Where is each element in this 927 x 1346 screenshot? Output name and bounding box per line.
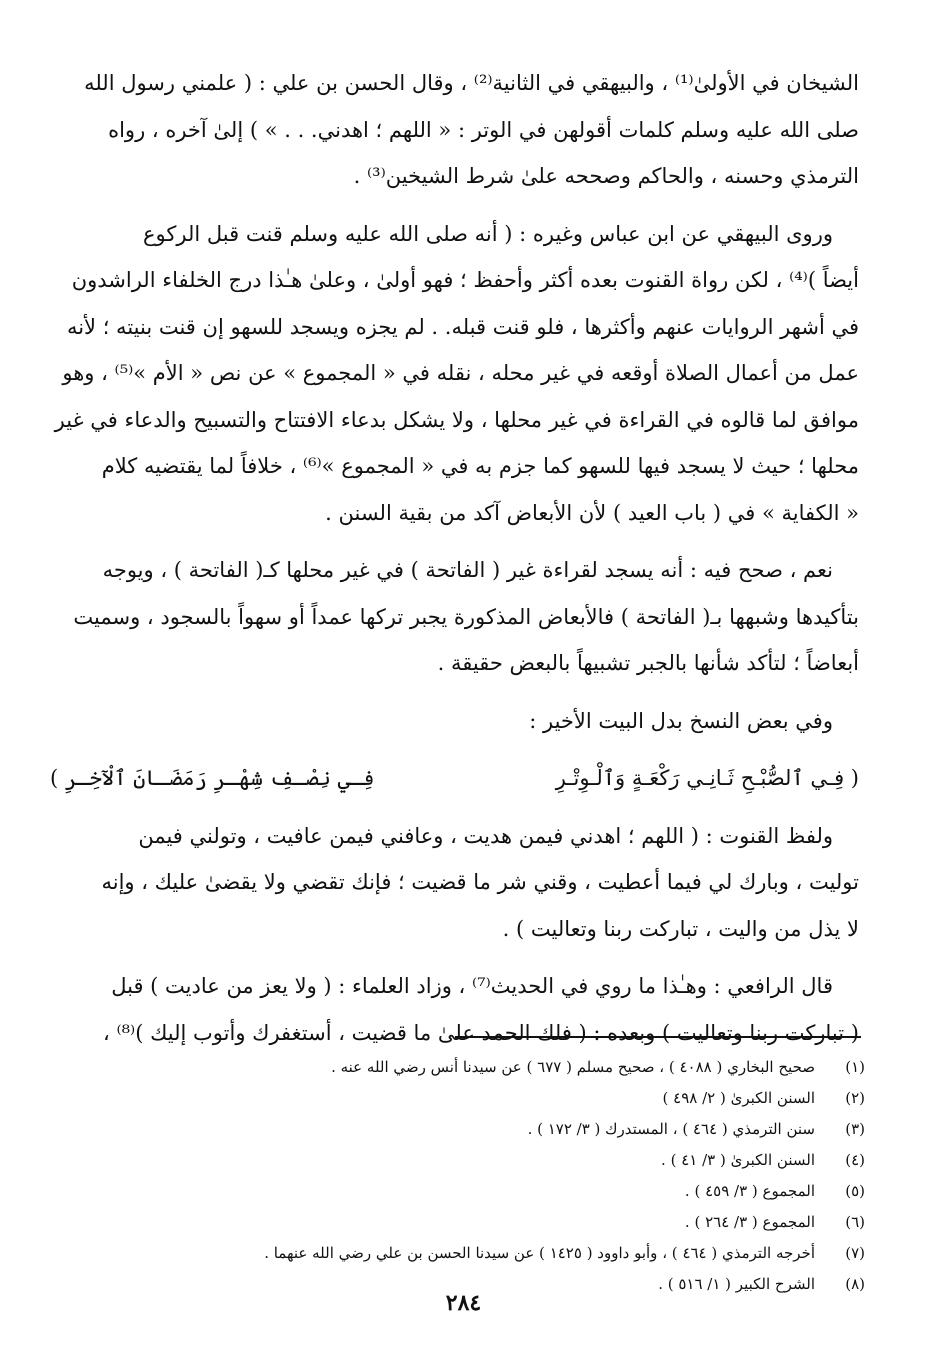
footnote-item: [120, 1238, 865, 1269]
text-line: الشيخان في الأولىٰ⁽¹⁾ ، والبيهقي في الثانية⁽²⁾ ، وقال الحسن بن علي : ( علمني رسول الله: [84, 71, 859, 95]
text-line: لا يذل من واليت ، تباركت ربنا وتعاليت ) .: [502, 916, 859, 941]
text-line: ولفظ القنوت : ( اللهم ؛ اهدني فيمن هديت ، وعافني فيمن عافيت ، وتولني فيمن: [138, 823, 833, 848]
footnote-number: (٤): [845, 1151, 865, 1169]
text-line: وفي بعض النسخ بدل البيت الأخير :: [529, 708, 833, 733]
footnote-text: المجموع ( ٣/ ٤٥٩ ) .: [684, 1182, 815, 1200]
footnote-item: [120, 1052, 865, 1083]
footnote-item: [120, 1083, 865, 1114]
text-line: أبعاضاً ؛ لتأكد شأنها بالجبر تشبيهاً بالبعض حقيقة .: [437, 651, 859, 675]
page-number: ٢٨٤: [445, 1290, 482, 1316]
text-line: الترمذي وحسنه ، والحاكم وصححه علىٰ شرط الشيخين⁽³⁾ .: [353, 164, 859, 188]
footnote-item: [120, 1207, 865, 1238]
paragraph-4: [38, 698, 859, 745]
footnote-item: [120, 1176, 865, 1207]
footnote-text: سنن الترمذي ( ٤٦٤ ) ، المستدرك ( ٣/ ١٧٢ ) .: [527, 1120, 815, 1138]
paragraph-3: [38, 547, 859, 687]
text-line: موافق لما قالوه في القراءة في غير محلها ، ولا يشكل بدعاء الافتتاح والتسبيح والدعاء في غير: [54, 407, 859, 432]
footnote-text: صحيح البخاري ( ٤٠٨٨ ) ، صحيح مسلم ( ٦٧٧ ) عن سيدنا أنس رضي الله عنه .: [331, 1058, 815, 1076]
paragraph-2: [38, 211, 859, 537]
footnote-separator: [455, 1036, 861, 1038]
footnotes: [120, 1052, 865, 1300]
footnote-text: المجموع ( ٣/ ٢٦٤ ) .: [684, 1213, 815, 1231]
footnote-number: (١): [845, 1058, 865, 1076]
text-line: صلى الله عليه وسلم كلمات أقولهن في الوتر : « اللهم ؛ اهدني. . . » ) إلىٰ آخره ، رواه: [108, 117, 859, 142]
footnote-text: السنن الكبرىٰ ( ٣/ ٤١ ) .: [661, 1151, 815, 1169]
paragraph-6: [38, 963, 859, 1056]
main-text: [38, 60, 859, 1067]
footnote-number: (٦): [845, 1213, 865, 1231]
footnote-number: (٥): [845, 1182, 865, 1200]
footnote-item: [120, 1145, 865, 1176]
footnote-item: [120, 1114, 865, 1145]
footnote-text: الشرح الكبير ( ١/ ٥١٦ ) .: [658, 1275, 815, 1293]
text-line: توليت ، وبارك لي فيما أعطيت ، وقني شر ما قضيت ؛ فإنك تقضي ولا يقضىٰ عليك ، وإنه: [101, 870, 859, 894]
paragraph-5: [38, 813, 859, 953]
text-line: في أشهر الروايات عنهم وأكثرها ، فلو قنت قبله. . لم يجزه ويسجد للسهو إن قنت بنيته ؛ لأنه: [66, 314, 859, 339]
text-line: وروى البيهقي عن ابن عباس وغيره : ( أنه صلى الله عليه وسلم قنت قبل الركوع: [143, 221, 833, 246]
text-line: محلها ؛ حيث لا يسجد فيها للسهو كما جزم به في « المجموع »⁽⁶⁾ ، خلافاً لما يقتضيه كلام: [101, 454, 859, 478]
footnote-number: (٧): [845, 1244, 865, 1262]
verse-second-hemistich: فِـي نِصْـفِ شِهْـرِ رَمَضَـانَ ٱلْآخِـرِ ): [50, 766, 375, 790]
text-line: قال الرافعي : وهـٰذا ما روي في الحديث⁽⁷⁾ ، وزاد العلماء : ( ولا يعز من عاديت ) قبل: [111, 974, 833, 998]
footnote-number: (٨): [845, 1275, 865, 1293]
text-line: أيضاً )⁽⁴⁾ ، لكن رواة القنوت بعده أكثر وأحفظ ؛ فهو أولىٰ ، وعلىٰ هـٰذا درج الخلفاء الراشدون: [71, 268, 859, 292]
footnote-number: (٣): [845, 1120, 865, 1138]
text-line: « الكفاية » في ( باب العيد ) لأن الأبعاض آكد من بقية السنن .: [325, 500, 859, 525]
footnote-text: أخرجه الترمذي ( ٤٦٤ ) ، وأبو داوود ( ١٤٢٥ ) عن سيدنا الحسن بن علي رضي الله عنهما .: [264, 1244, 815, 1262]
footnote-number: (٢): [845, 1089, 865, 1107]
text-line: عمل من أعمال الصلاة أوقعه في غير محله ، نقله في « المجموع » عن نص « الأم »⁽⁵⁾ ، وهو: [62, 361, 859, 385]
text-line: ( تباركت ربنا وتعاليت ) وبعده : ( فلك الحمد علىٰ ما قضيت ، أستغفرك وأتوب إليك )⁽⁸⁾ ،: [103, 1020, 859, 1045]
footnote-text: السنن الكبرىٰ ( ٢/ ٤٩٨ ): [662, 1089, 815, 1107]
text-line: بتأكيدها وشبهها بـ( الفاتحة ) فالأبعاض المذكورة يجبر تركها عمداً أو سهواً بالسجود ، وسميت: [73, 604, 859, 629]
verse-first-hemistich: ( فِـي ٱلصُّبْـحِ ثَـانِـي رَكْعَـةٍ وَٱلْـوِتْـرِ: [555, 766, 859, 790]
paragraph-1: [38, 60, 859, 200]
text-line: نعم ، صحح فيه : أنه يسجد لقراءة غير ( الفاتحة ) في غير محلها كـ( الفاتحة ) ، ويوجه: [102, 558, 833, 582]
poem-verse: [38, 755, 859, 802]
